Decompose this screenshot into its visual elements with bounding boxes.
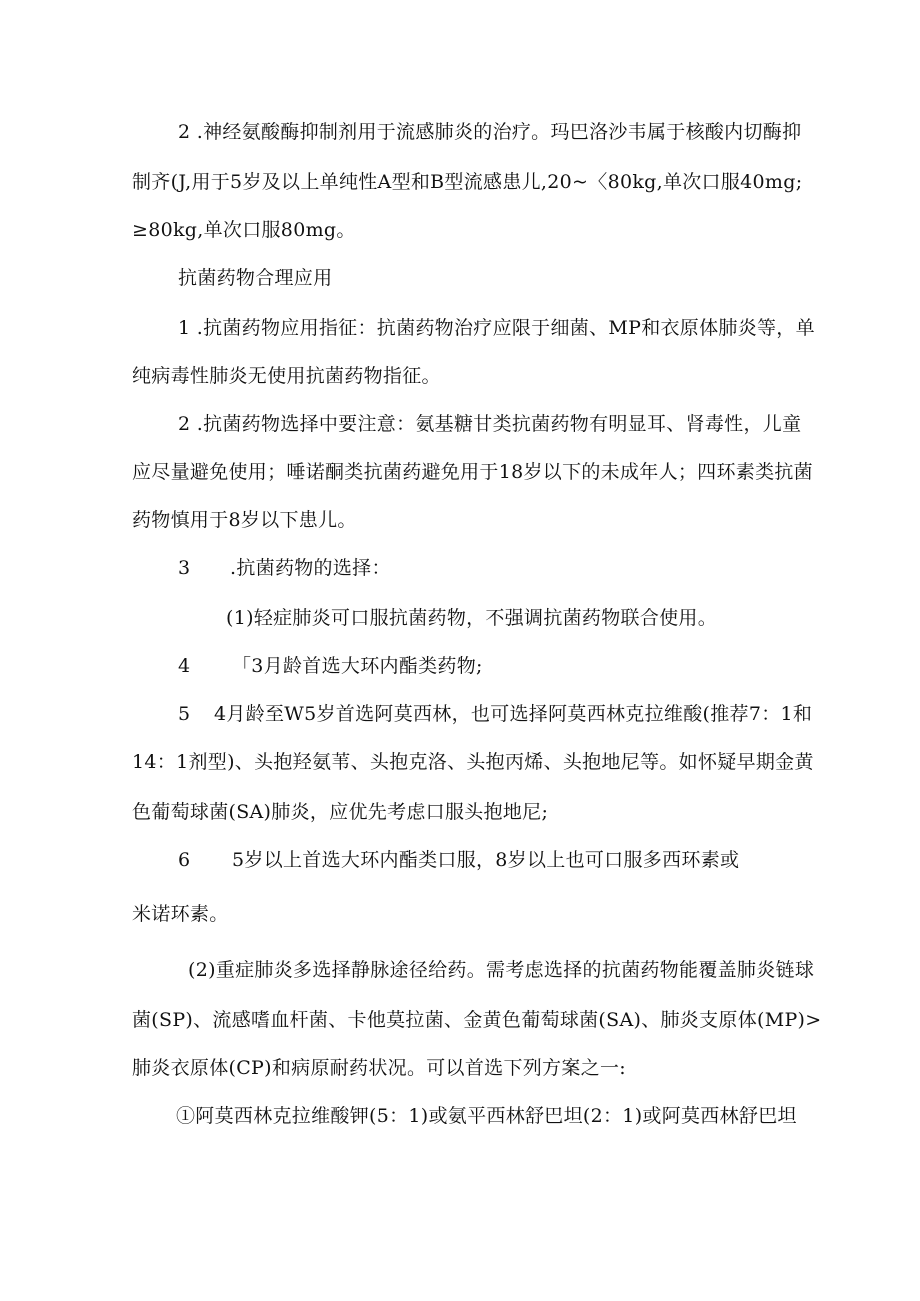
paragraph-line: 2 .神经氨酸酶抑制剂用于流感肺炎的治疗。玛巴洛沙韦属于核酸内切酶抑	[178, 121, 802, 143]
paragraph-line: 米诺环素。	[132, 903, 229, 925]
paragraph-line: 菌(SP)、流感嗜血杆菌、卡他莫拉菌、金黄色葡萄球菌(SA)、肺炎支原体(MP)>	[132, 1009, 822, 1031]
paragraph-line: 14：1剂型)、头抱羟氨苇、头抱克洛、头抱丙烯、头抱地尼等。如怀疑早期金黄	[132, 751, 814, 773]
paragraph-line: 纯病毒性肺炎无使用抗菌药物指征。	[132, 365, 441, 387]
paragraph-line: ①阿莫西林克拉维酸钾(5：1)或氨平西林舒巴坦(2：1)或阿莫西林舒巴坦	[176, 1105, 797, 1127]
paragraph-line: 药物慎用于8岁以下患儿。	[132, 509, 357, 531]
paragraph-line: 应尽量避免使用；唾诺酮类抗菌药避免用于18岁以下的未成年人；四环素类抗菌	[132, 461, 813, 483]
paragraph-line: 肺炎衣原体(CP)和病原耐药状况。可以首选下列方案之一:	[132, 1057, 626, 1079]
paragraph-line: 1 .抗菌药物应用指征：抗菌药物治疗应限于细菌、MP和衣原体肺炎等，单	[178, 317, 815, 339]
paragraph-line: 「3月龄首选大环内酯类药物;	[232, 655, 483, 677]
list-number: 4	[178, 655, 191, 677]
paragraph-line: (2)重症肺炎多选择静脉途径给药。需考虑选择的抗菌药物能覆盖肺炎链球	[188, 959, 815, 981]
list-number: 5	[178, 703, 191, 725]
paragraph-line: 2 .抗菌药物选择中要注意：氨基糖甘类抗菌药物有明显耳、肾毒性，儿童	[178, 413, 802, 435]
paragraph-line: ≥80kg,单次口服80mg。	[132, 219, 356, 241]
list-number: 3	[178, 557, 191, 579]
paragraph-line: 5岁以上首选大环内酯类口服，8岁以上也可口服多西环素或	[232, 849, 740, 871]
paragraph-line: 色葡萄球菌(SA)肺炎，应优先考虑口服头抱地尼;	[132, 801, 549, 823]
list-number: 6	[178, 849, 191, 871]
paragraph-line: (1)轻症肺炎可口服抗菌药物，不强调抗菌药物联合使用。	[226, 607, 718, 629]
paragraph-line: .抗菌药物的选择：	[230, 557, 391, 579]
section-heading: 抗菌药物合理应用	[178, 267, 333, 289]
paragraph-line: 制齐(J,用于5岁及以上单纯性A型和B型流感患儿,20~〈80kg,单次口服40mg;	[132, 171, 803, 193]
paragraph-line: 4月龄至W5岁首选阿莫西林，也可选择阿莫西林克拉维酸(推荐7：1和	[214, 703, 813, 725]
